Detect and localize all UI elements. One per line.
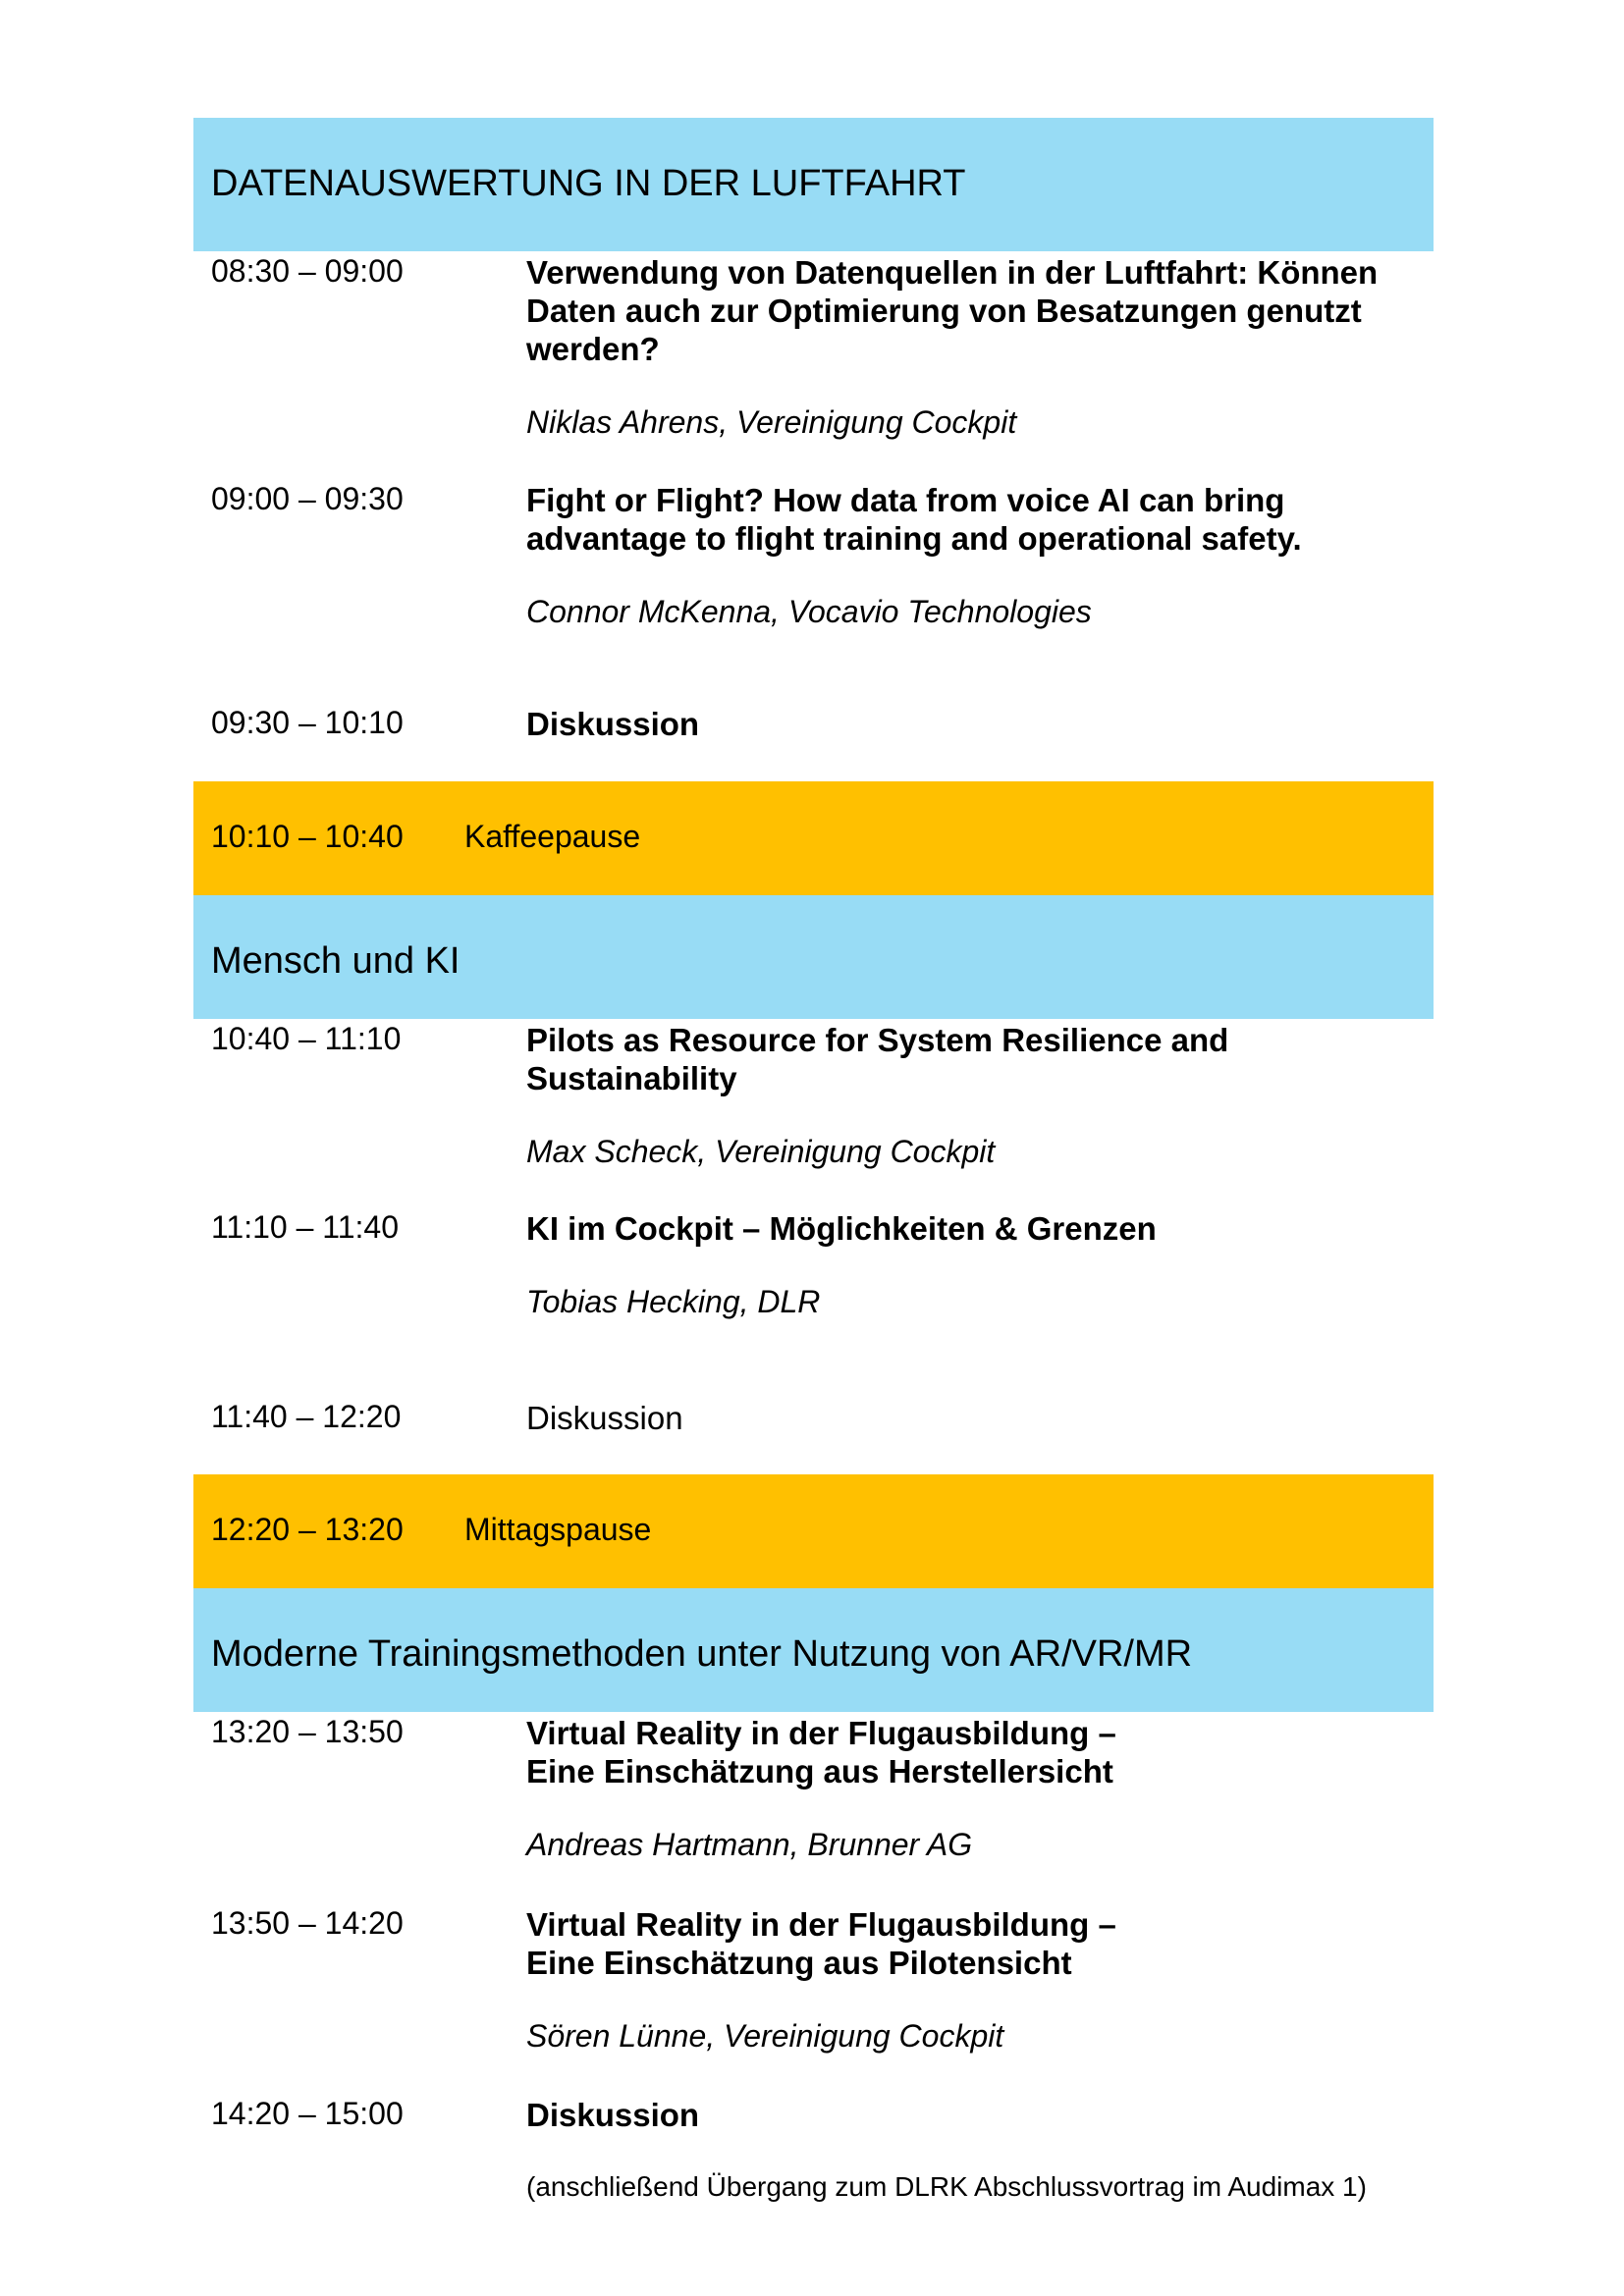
section-header-datenauswertung <box>193 118 1434 251</box>
talk-title: Diskussion <box>526 706 700 742</box>
section-header-trainingsmethoden <box>193 1588 1434 1712</box>
talk-speaker: Sören Lünne, Vereinigung Cockpit <box>526 2018 1004 2054</box>
talk-speaker: Tobias Hecking, DLR <box>526 1284 821 1319</box>
slot-time: 09:30 – 10:10 <box>211 705 404 740</box>
break-time: 12:20 – 13:20 <box>211 1512 404 1547</box>
slot-time: 11:40 – 12:20 <box>211 1399 402 1434</box>
talk-title: Diskussion <box>526 2097 700 2133</box>
slot-time: 10:40 – 11:10 <box>211 1021 402 1056</box>
break-label: Kaffeepause <box>464 819 641 854</box>
break-time: 10:10 – 10:40 <box>211 819 404 854</box>
slot-time: 08:30 – 09:00 <box>211 253 404 289</box>
slot-time: 13:20 – 13:50 <box>211 1714 404 1749</box>
talk-title: KI im Cockpit – Möglichkeiten & Grenzen <box>526 1210 1157 1247</box>
talk-title: Virtual Reality in der Flugausbildung – Eine Einschätzung aus Pilotensicht <box>526 1906 1116 1981</box>
section-title: Moderne Trainingsmethoden unter Nutzung von AR/VR/MR <box>211 1633 1193 1675</box>
talk-title: Verwendung von Datenquellen in der Luftfahrt: Können Daten auch zur Optimierung von Besatzungen genutzt werden? <box>526 254 1379 367</box>
break-label: Mittagspause <box>464 1512 652 1547</box>
section-title: Mensch und KI <box>211 940 460 982</box>
talk-speaker: Connor McKenna, Vocavio Technologies <box>526 594 1092 629</box>
talk-title: Fight or Flight? How data from voice AI can bring advantage to flight training and operational safety. <box>526 482 1302 557</box>
talk-title: Virtual Reality in der Flugausbildung – Eine Einschätzung aus Herstellersicht <box>526 1715 1116 1789</box>
break-band-coffee <box>193 781 1434 895</box>
slot-time: 14:20 – 15:00 <box>211 2096 404 2131</box>
section-header-mensch-und-ki <box>193 895 1434 1019</box>
talk-speaker: Andreas Hartmann, Brunner AG <box>526 1827 973 1862</box>
section-title: DATENAUSWERTUNG IN DER LUFTFAHRT <box>211 163 966 204</box>
slot-time: 13:50 – 14:20 <box>211 1905 404 1941</box>
talk-speaker: Max Scheck, Vereinigung Cockpit <box>526 1134 996 1169</box>
talk-title: Diskussion <box>526 1400 683 1436</box>
talk-title: Pilots as Resource for System Resilience and Sustainability <box>526 1022 1229 1096</box>
break-band-lunch <box>193 1474 1434 1588</box>
slot-time: 09:00 – 09:30 <box>211 481 404 516</box>
closing-note: (anschließend Übergang zum DLRK Abschlussvortrag im Audimax 1) <box>526 2171 1367 2202</box>
talk-speaker: Niklas Ahrens, Vereinigung Cockpit <box>526 404 1017 440</box>
slot-time: 11:10 – 11:40 <box>211 1209 399 1245</box>
